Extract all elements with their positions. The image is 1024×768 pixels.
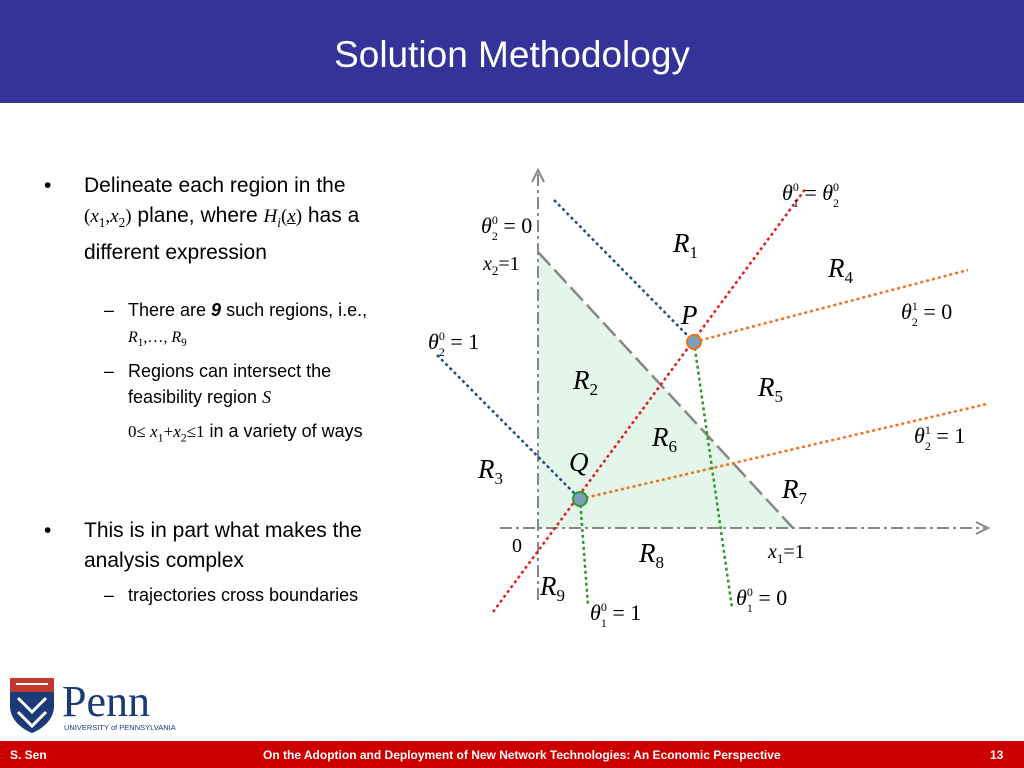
- bullet-1-math-coords: $(x_1,x_2)$: [84, 206, 132, 230]
- region-diagram: [410, 160, 1010, 640]
- bullet-dot: •: [44, 519, 52, 542]
- sub-1-count: 9: [211, 300, 222, 320]
- theta2-0-one-label: $\theta^0$ 2 = 1: [428, 329, 480, 359]
- sub-1-text-b: such regions, i.e.,: [221, 300, 368, 320]
- footer-bar: [0, 741, 1024, 768]
- region-r1: $R_1$: [673, 228, 698, 262]
- theta1-0-zero-label: $\theta^0$ 1 = 0: [736, 585, 788, 615]
- point-p-label: P: [681, 300, 698, 330]
- bullet-2-text: This is in part what makes the analysis complex: [84, 519, 362, 572]
- sub-3-text: in a variety of ways: [204, 421, 363, 441]
- footer-author: S. Sen: [10, 748, 47, 762]
- region-r7: $R_7$: [782, 474, 807, 508]
- theta2-1-one-label: $\theta^1$ 2 = 1: [914, 423, 966, 453]
- region-r2: $R_2$: [573, 365, 598, 399]
- point-q-label: Q: [569, 447, 589, 477]
- penn-logo: [8, 672, 208, 734]
- theta2-0-zero-label: $\theta^0$ 2 = 0: [481, 213, 533, 243]
- bullet-1-text-c: has a different expression: [84, 204, 360, 264]
- bullet-content: • Delineate each region in the $(x_1,x_2)$ plane, where $H_i(x)$ has a different expression – There are 9 such regions, i.e., $R_1,\dots$, $R_9$ – Regions can intersect the feasibility region S $0\le x_1+x_2\le 1$ in a variety of ways • This is in part what makes the analysis complex – trajectories cross boundaries: [0, 0, 420, 700]
- slide-title: Solution Methodology: [334, 34, 690, 75]
- sub-2-text: Regions can intersect the feasibility region: [128, 361, 332, 407]
- origin-label: 0: [512, 535, 522, 557]
- point-p-marker: [687, 335, 701, 349]
- bullet-1-text-b: plane, where: [131, 204, 264, 227]
- penn-wordmark: Penn: [62, 677, 150, 726]
- region-r5: $R_5$: [758, 372, 783, 406]
- theta1-0-one-label: $\theta^0$ 1 = 1: [590, 600, 642, 630]
- x1-one-label: $x_1=1$: [768, 541, 805, 566]
- x2-one-label: $x_2=1$: [483, 253, 520, 278]
- theta2-1-zero-label: $\theta^1$ 2 = 0: [901, 299, 953, 329]
- region-r6: $R_6$: [652, 422, 677, 456]
- region-r4: $R_4$: [828, 253, 853, 287]
- sub-1-math: $R_1,\dots$, $R_9$: [128, 329, 187, 350]
- region-r9: $R_9$: [540, 571, 565, 605]
- footer-talk-title: On the Adoption and Deployment of New Network Technologies: An Economic Perspective: [263, 748, 781, 762]
- point-q-marker: [573, 492, 587, 506]
- theta-equal-label: $\theta^0$ $1 = \theta^0$ 2: [782, 180, 840, 210]
- sub-3-math: $0\le x_1+x_2\le 1$: [128, 422, 205, 445]
- region-r8: $R_8$: [639, 538, 664, 572]
- bullet-dot: •: [44, 174, 52, 197]
- region-r3: $R_3$: [478, 454, 503, 488]
- bullet-1-math-h: $H_i(x)$: [263, 206, 303, 230]
- footer-page-number: 13: [990, 748, 1004, 762]
- sub-1-text: There are: [128, 300, 212, 320]
- sub-4-text: trajectories cross boundaries: [128, 585, 359, 605]
- penn-subtitle: UNIVERSITY of PENNSYLVANIA: [64, 723, 176, 732]
- sub-2-math: S: [262, 387, 272, 407]
- bullet-1-text-a: Delineate each region in the: [84, 174, 346, 197]
